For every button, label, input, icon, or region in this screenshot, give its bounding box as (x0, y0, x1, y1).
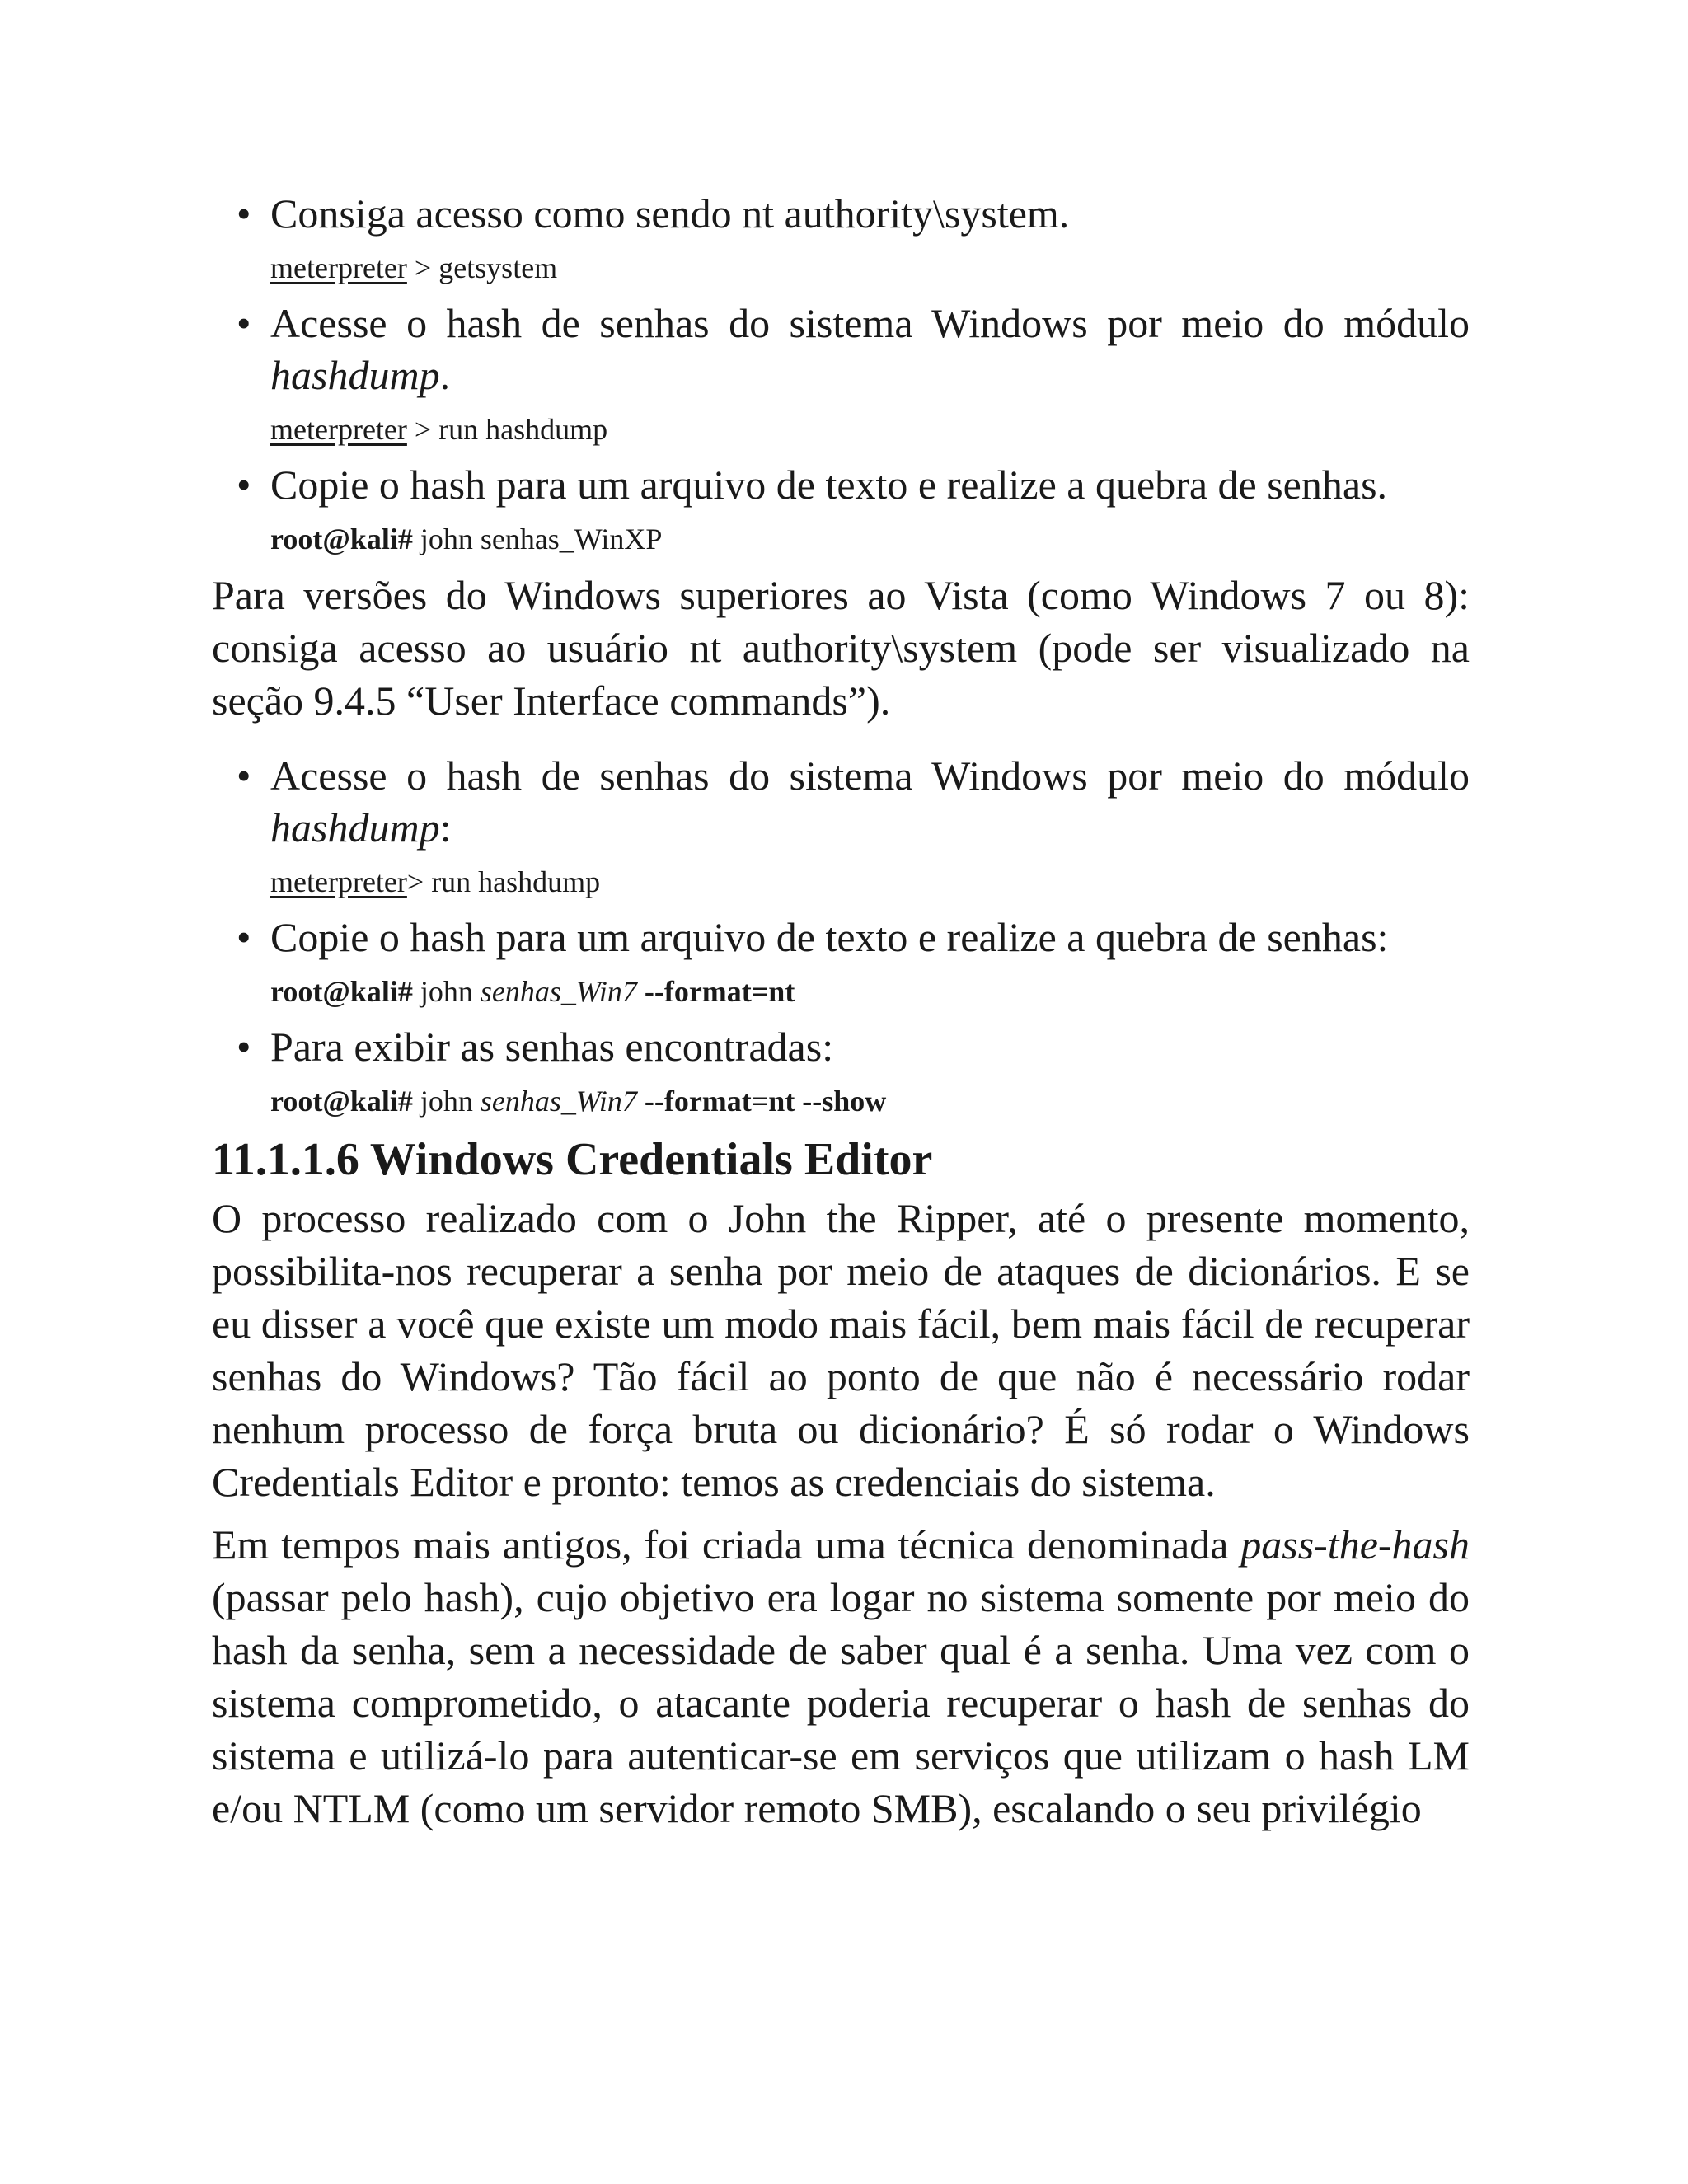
command-text: john senhas_WinXP (412, 523, 663, 555)
paragraph: Para versões do Windows superiores ao Vista (como Windows 7 ou 8): consiga acesso ao usuário nt authority\system (pode ser visualizado na seção 9.4.5 “User Interface commands”). (212, 572, 1470, 724)
bullet-glyph: • (237, 300, 251, 346)
command-prompt: meterpreter (270, 865, 407, 898)
command-file: senhas_Win7 (480, 1085, 637, 1118)
command-file: senhas_Win7 (480, 975, 637, 1008)
bullet-text: Para exibir as senhas encontradas: (270, 1024, 834, 1070)
list-item (212, 298, 1470, 401)
module-name: hashdump (270, 352, 440, 398)
bullet-text: Consiga acesso como sendo nt authority\system. (270, 190, 1070, 237)
command-prompt: meterpreter (270, 251, 407, 284)
paragraph: O processo realizado com o John the Ripper, até o presente momento, possibilita-nos recuperar a senha por meio de ataques de dicionários. E se eu disser a você que existe um modo mais fácil, bem mais fácil de recuperar senhas do Windows? Tão fácil ao ponto de que não é necessário rodar nenhum processo de força bruta ou dicionário? É só rodar o Windows Credentials Editor e pronto: temos as credenciais do sistema. (212, 1195, 1470, 1505)
command-line (212, 523, 1470, 555)
bullet-glyph: • (237, 462, 251, 508)
command-text: john (412, 975, 481, 1008)
command-line (212, 975, 1470, 1008)
paragraph (212, 1518, 1470, 1835)
list-item (212, 750, 1470, 854)
list-item (212, 188, 1470, 240)
command-option: --format=nt (636, 975, 795, 1008)
paragraph-text: Em tempos mais antigos, foi criada uma técnica denominada (212, 1521, 1241, 1568)
bullet-text: Acesse o hash de senhas do sistema Windows por meio do módulo (270, 752, 1470, 799)
command-prompt: meterpreter (270, 413, 407, 446)
bullet-glyph: • (237, 752, 251, 799)
command-line (212, 1085, 1470, 1118)
command-line (212, 413, 1470, 446)
section-heading: 11.1.1.6 Windows Credentials Editor (212, 1134, 933, 1185)
command-text: > getsystem (406, 251, 558, 284)
command-prompt: root@kali# (270, 1085, 413, 1118)
bullet-text: Copie o hash para um arquivo de texto e realize a quebra de senhas. (270, 462, 1388, 508)
command-text: john (412, 1085, 481, 1118)
module-name: hashdump (270, 804, 440, 851)
bullet-text-end: . (439, 352, 451, 398)
document-page (212, 188, 1470, 1835)
bullet-glyph: • (237, 1024, 251, 1070)
bullet-text: Copie o hash para um arquivo de texto e realize a quebra de senhas: (270, 914, 1389, 960)
command-line (212, 865, 1470, 898)
command-option: --format=nt --show (636, 1085, 887, 1118)
technique-name: pass-the-hash (1240, 1521, 1470, 1568)
bullet-glyph: • (237, 914, 251, 960)
command-text: > run hashdump (406, 865, 601, 898)
list-item (212, 1021, 1470, 1073)
command-line (212, 251, 1470, 284)
paragraph-text: (passar pelo hash), cujo objetivo era logar no sistema somente por meio do hash da senha, sem a necessidade de saber qual é a senha. Uma vez com o sistema comprometido, o atacante poderia recuperar o hash de senhas do sistema e utilizá-lo para autenticar-se em serviços que utilizam o hash LM e/ou NTLM (como um servidor remoto SMB), escalando o seu privilégio (212, 1574, 1470, 1831)
bullet-text-end: : (439, 804, 452, 851)
command-prompt: root@kali# (270, 975, 413, 1008)
list-item (212, 459, 1470, 511)
list-item (212, 912, 1470, 963)
bullet-text: Acesse o hash de senhas do sistema Windows por meio do módulo (270, 300, 1470, 346)
command-prompt: root@kali# (270, 523, 413, 555)
command-text: > run hashdump (406, 413, 608, 446)
bullet-glyph: • (237, 190, 251, 237)
